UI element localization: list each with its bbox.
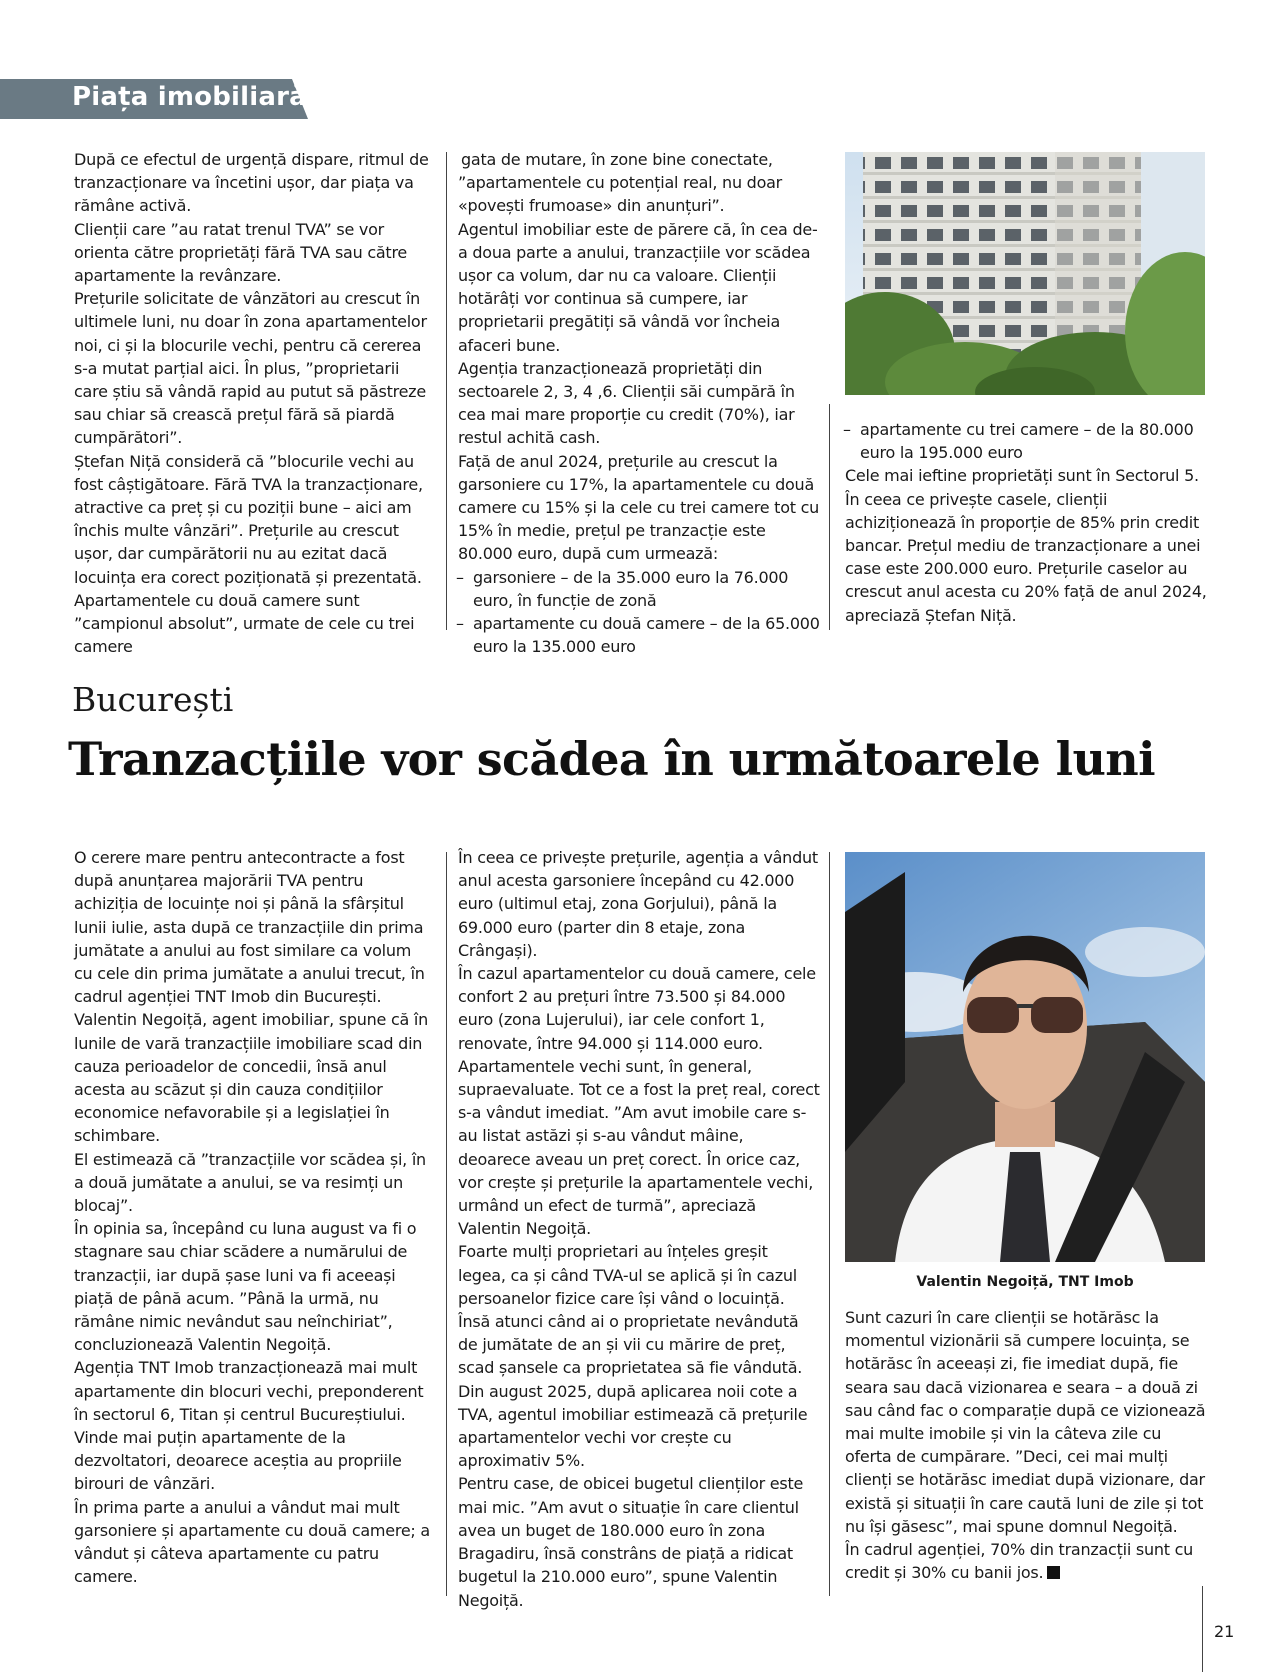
page-number-rule: [1202, 1586, 1203, 1672]
top-article-col2: [458, 148, 820, 658]
paragraph: În ceea ce privește casele, clienții achiziționează în proporție de 85% prin credit bancar. Prețul mediu de tranzacționare a unei case este 200.000 euro. Prețurile caselor au crescut anul acesta cu 20% față de anul 2024, apreciază Ștefan Niță.: [845, 489, 1207, 625]
page-number: 21: [1214, 1622, 1235, 1641]
closing-sentence: În cadrul agenției, 70% din tranzacții sunt cu credit și 30% cu banii jos.: [845, 1540, 1194, 1583]
paragraph: Față de anul 2024, prețurile au crescut la garsoniere cu 17%, la apartamentele cu două camere cu 15% și la cele cu trei camere tot cu 15% în medie, prețul pe tranzacție este 80.000 euro, după cum urmează:: [458, 451, 820, 564]
paragraph: Sunt cazuri în care clienții se hotărăsc la momentul vizionării să cumpere locuința, se hotărăsc în aceeași zi, fie imediat după, fie seara sau dacă vizionarea e seara – a două zi sau când fac o comparație după ce vizionează mai multe imobile și vin la câteva zile cu oferta de cumpărare. ”Deci, cei mai mulți clienți se hotărăsc imediat după vizionare, dar există și situații în care caută luni de zile și tot nu își găsesc”, mai spune domnul Negoiță.: [845, 1308, 1206, 1536]
price-list: [458, 566, 820, 659]
bottom-article-col2: [458, 846, 820, 1612]
paragraph: În prima parte a anului a vândut mai mult garsoniere și apartamente cu două camere; a vândut și câteva apartamente cu patru camere.: [74, 1497, 430, 1587]
paragraph: El estimează că ”tranzacțiile vor scădea și, în a două jumătate a anului, se va resimți un blocaj”.: [74, 1149, 426, 1216]
city-label: București: [72, 680, 234, 719]
paragraph: Agenția TNT Imob tranzacționează mai mult apartamente din blocuri vechi, preponderent în sectorul 6, Titan și centrul Bucureștiului.: [74, 1358, 424, 1424]
top-article-col1: [74, 148, 430, 658]
paragraph: În cazul apartamentelor cu două camere, cele confort 2 au prețuri între 73.500 și 84.000 euro (zona Lujerului), iar cele confort 1, renovate, între 94.000 și 114.000 euro.: [458, 964, 816, 1053]
article-headline: Tranzacțiile vor scădea în următoarele luni: [68, 732, 1156, 786]
photo-caption: Valentin Negoiță, TNT Imob: [916, 1274, 1134, 1290]
list-item: – apartamente cu două camere – de la 65.000 euro la 135.000 euro: [458, 612, 820, 658]
paragraph: O cerere mare pentru antecontracte a fost după anunțarea majorării TVA pentru achiziția de locuințe noi și până la sfârșitul lunii iulie, asta după ce tranzacțiile din prima jumătate a anului au fost similare ca volum cu cele din prima jumătate a anului trecut, în cadrul agenției TNT Imob din București.: [74, 848, 425, 1007]
paragraph: Prețurile solicitate de vânzători au crescut în ultimele luni, nu doar în zona apartamentelor noi, ci și la blocurile vechi, pentru că cererea s-a mutat parțial aici. În plus, ”proprietarii care știu să vândă rapid au putut să păstreze sau chiar să crească prețul fără să piardă cumpărători”.: [74, 289, 427, 448]
paragraph: gata de mutare, în zone bine conectate, ”apartamentele cu potențial real, nu doar «povești frumoase» din anunțuri”.: [458, 150, 782, 216]
end-of-article-mark: [1047, 1566, 1060, 1579]
paragraph: Ștefan Niță consideră că ”blocurile vechi au fost câștigătoare. Fără TVA la tranzacționare, atractive ca preț și cu poziții bune – aici am închis multe vânzări”. Prețurile au crescut ușor, dar cumpărătorii nu au ezitat dacă locuința era corect poziționată și prezentată.: [74, 451, 423, 587]
list-item: – apartamente cu trei camere – de la 80.000 euro la 195.000 euro: [845, 418, 1207, 464]
column-divider: [829, 852, 830, 1596]
column-divider: [446, 152, 447, 630]
paragraph: Cele mai ieftine proprietăți sunt în Sectorul 5.: [845, 466, 1199, 486]
paragraph: Din august 2025, după aplicarea noii cote a TVA, agentul imobiliar estimează că prețurile apartamentelor vechi vor crește cu aproximativ 5%.: [458, 1381, 808, 1471]
paragraph: În opinia sa, începând cu luna august va fi o stagnare sau chiar scădere a numărului de tranzacții, iar după șase luni va fi aceeași piață de până acum. ”Până la urmă, nu rămâne nimic nevândut sau neînchiriat”, concluzionează Valentin Negoiță.: [74, 1219, 417, 1355]
paragraph: După ce efectul de urgență dispare, ritmul de tranzacționare va încetini ușor, dar piața va rămâne activă.: [74, 150, 429, 216]
paragraph: Pentru case, de obicei bugetul clienților este mai mic. ”Am avut o situație în care clientul avea un buget de 180.000 euro în zona Bragadiru, însă constrâns de piață a ridicat bugetul la 210.000 euro”, spune Valentin Negoiță.: [458, 1474, 804, 1610]
paragraph: [845, 1538, 1207, 1584]
paragraph: Apartamentele cu două camere sunt ”campionul absolut”, urmate de cele cu trei camere: [74, 590, 415, 657]
paragraph: Valentin Negoiță, agent imobiliar, spune că în lunile de vară tranzacțiile imobiliare scad din cauza perioadelor de concedii, însă anul acesta au scăzut și din cauza condițiilor economice nefavorabile și a legislației în schimbare.: [74, 1010, 428, 1146]
paragraph: Agenția tranzacționează proprietăți din sectoarele 2, 3, 4 ,6. Clienții săi cumpără în cea mai mare proporție cu credit (70%), iar restul achită cash.: [458, 358, 795, 448]
paragraph: Apartamentele vechi sunt, în general, supraevaluate. Tot ce a fost la preț real, corect s-a vândut imediat. ”Am avut imobile care s-au listat astăzi și s-au vândut mâine, deoarece aveau un preț corect. În orice caz, vor crește și prețurile la apartamentele vechi, urmând un efect de turmă”, apreciază Valentin Negoiță.: [458, 1056, 820, 1239]
paragraph: Foarte mulți proprietari au înțeles greșit legea, ca și când TVA-ul se aplică și în cazul persoanelor fizice care își vând o locuință. Însă atunci când ai o proprietate nevândută de jumătate de an și vii cu mărire de preț, scad șansele ca proprietatea să fie vândută.: [458, 1242, 803, 1378]
column-divider: [829, 404, 830, 630]
price-list: [845, 418, 1207, 464]
apartment-block-photo: [845, 152, 1205, 395]
top-article-col3: [845, 418, 1207, 627]
section-title: Piața imobiliară: [72, 82, 307, 112]
paragraph: În ceea ce privește prețurile, agenția a vândut anul acesta garsoniere începând cu 42.000 euro (ultimul etaj, zona Gorjului), până la 69.000 euro (parter din 8 etaje, zona Crângași).: [458, 848, 818, 960]
bottom-article-col1: [74, 846, 430, 1589]
bottom-article-col3: [845, 1306, 1207, 1584]
paragraph: Clienții care ”au ratat trenul TVA” se vor orienta către proprietăți fără TVA sau către apartamente la revânzare.: [74, 219, 408, 286]
paragraph: Vinde mai puțin apartamente de la dezvoltatori, deoarece aceștia au propriile birouri de vânzări.: [74, 1428, 402, 1494]
column-divider: [446, 852, 447, 1596]
list-item: – garsoniere – de la 35.000 euro la 76.000 euro, în funcție de zonă: [458, 566, 820, 612]
paragraph: Agentul imobiliar este de părere că, în cea de-a doua parte a anului, tranzacțiile vor scădea ușor ca volum, dar nu ca valoare. Clienții hotărâți vor continua să cumpere, iar proprietarii pregătiți să vândă vor încheia afaceri bune.: [458, 219, 818, 355]
agent-portrait-photo: [845, 852, 1205, 1262]
